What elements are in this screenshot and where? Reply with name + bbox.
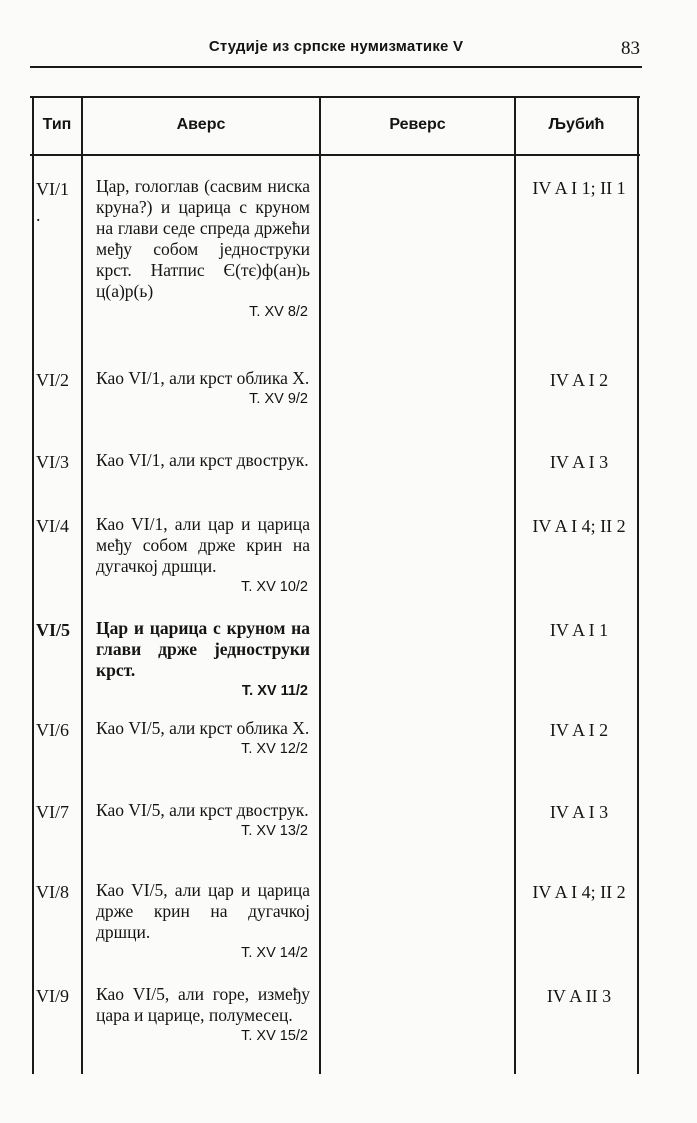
- avers-text: Цар, гологлав (сасвим ниска круна?) и царица с круном на глави седе спреда држећи међу собом једноструки крст. Натпис Є(тє)ф(ан)ь ц(а)р(ь): [96, 176, 310, 301]
- ljubic-cell: IV A II 3: [546, 986, 612, 1006]
- avers-cell: [96, 368, 310, 409]
- avers-text: Као VI/5, али цар и царица држе крин на дугачкој дршци.: [96, 880, 310, 942]
- avers-text: Као VI/1, али крст двострук.: [96, 450, 309, 470]
- plate-reference: Т. XV 8/2: [249, 304, 308, 320]
- column-rule-left: [32, 96, 34, 1074]
- column-rule-revers: [514, 96, 516, 1074]
- coin-types-table: [30, 96, 640, 1076]
- avers-cell: [96, 618, 310, 701]
- ljubic-cell: IV A I 3: [549, 802, 609, 822]
- type-cell: VI/3: [36, 452, 69, 472]
- avers-cell: [96, 984, 310, 1046]
- avers-text: Као VI/1, али крст облика Х.: [96, 368, 310, 388]
- avers-cell: [96, 800, 310, 841]
- avers-text: Као VI/1, али цар и царица међу собом држе крин на дугачкој дршци.: [96, 514, 310, 576]
- plate-reference: Т. XV 9/2: [249, 391, 308, 407]
- ljubic-cell: IV A I 2: [549, 720, 609, 740]
- table-top-rule: [30, 96, 640, 98]
- avers-text: Као VI/5, али горе, између цара и царице, полумесец.: [96, 984, 310, 1025]
- running-head: [30, 38, 642, 68]
- type-cell: VI/5: [36, 620, 71, 640]
- avers-cell: [96, 514, 310, 597]
- column-rule-avers: [319, 96, 321, 1074]
- header-avers: Аверс: [176, 116, 226, 133]
- avers-text: Цар и царица с круном на глави држе једноструки крст.: [96, 618, 310, 680]
- plate-reference: Т. XV 11/2: [241, 683, 308, 699]
- plate-reference: Т. XV 14/2: [241, 945, 308, 961]
- ljubic-cell: IV A I 1; II 1: [532, 178, 626, 198]
- plate-reference: Т. XV 10/2: [241, 579, 308, 595]
- ljubic-cell: IV A I 2: [549, 370, 609, 390]
- type-cell: VI/9: [36, 986, 69, 1006]
- page-number: 83: [621, 38, 640, 59]
- plate-reference: Т. XV 13/2: [241, 823, 308, 839]
- column-rule-right: [637, 96, 639, 1074]
- plate-reference: Т. XV 15/2: [241, 1028, 308, 1044]
- header-bottom-rule: [30, 154, 640, 156]
- avers-cell: [96, 176, 310, 322]
- avers-text: Као VI/5, али крст двострук.: [96, 800, 309, 820]
- plate-reference: Т. XV 12/2: [241, 741, 308, 757]
- header-revers: Реверс: [389, 116, 446, 133]
- ljubic-cell: IV A I 3: [549, 452, 609, 472]
- ljubic-cell: IV A I 4; II 2: [532, 516, 626, 536]
- avers-cell: [96, 450, 310, 471]
- type-cell: VI/1 .: [36, 179, 69, 225]
- avers-cell: [96, 718, 310, 759]
- type-cell: VI/6: [36, 720, 69, 740]
- type-cell: VI/7: [36, 802, 69, 822]
- avers-cell: [96, 880, 310, 963]
- header-type: Тип: [42, 116, 72, 133]
- avers-text: Као VI/5, али крст облика Х.: [96, 718, 310, 738]
- type-cell: VI/8: [36, 882, 69, 902]
- type-cell: VI/4: [36, 516, 69, 536]
- column-rule-type: [81, 96, 83, 1074]
- ljubic-cell: IV A I 4; II 2: [532, 882, 626, 902]
- ljubic-cell: IV A I 1: [549, 620, 609, 640]
- header-ljubic: Љубић: [548, 116, 605, 133]
- type-cell: VI/2: [36, 370, 69, 390]
- running-title: Студије из српске нумизматике V: [208, 38, 464, 55]
